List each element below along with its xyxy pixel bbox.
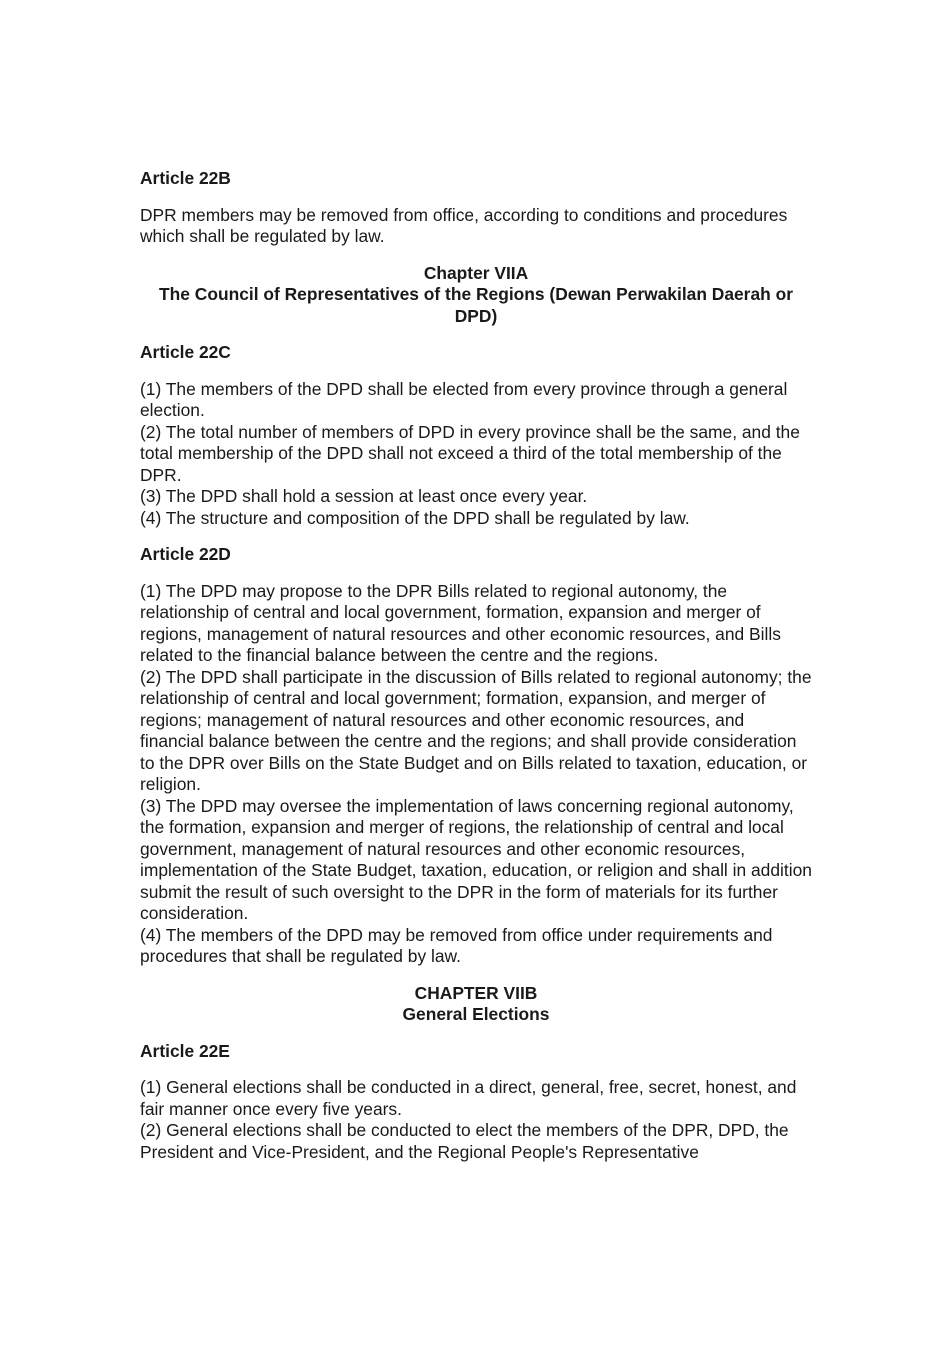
article-22d-clauses xyxy=(140,581,812,968)
article-22e-clause-2: (2) General elections shall be conducted to elect the members of the DPR, DPD, the President and Vice-President, and the Regional People's Representative xyxy=(140,1120,789,1162)
article-22c-clause-1: (1) The members of the DPD shall be elected from every province through a general election. xyxy=(140,378,788,420)
article-22d-heading: Article 22D xyxy=(140,544,231,564)
article-22d-clause-4: (4) The members of the DPD may be removed from office under requirements and procedures that shall be regulated by law. xyxy=(140,924,773,966)
article-22c-clause-4: (4) The structure and composition of the DPD shall be regulated by law. xyxy=(140,507,690,528)
chapter-viia-header xyxy=(140,263,812,328)
article-22b-heading: Article 22B xyxy=(140,168,231,188)
article-22c-heading: Article 22C xyxy=(140,342,231,362)
article-22e-heading: Article 22E xyxy=(140,1040,230,1061)
article-22c-clause-2: (2) The total number of members of DPD in every province shall be the same, and the total membership of the DPD shall not exceed a third of the total membership of the DPR. xyxy=(140,421,800,485)
article-22d-clause-2: (2) The DPD shall participate in the discussion of Bills related to regional autonomy; the relationship of central and local government; formation, expansion, and merger of regions; management of natural resources and other economic resources, and financial balance between the centre and the regions; and shall provide consideration to the DPR over Bills on the State Budget and on Bills related to taxation, education, or religion. xyxy=(140,666,812,794)
chapter-viib-title: General Elections xyxy=(402,1004,550,1024)
article-22e-clauses xyxy=(140,1077,812,1163)
chapter-viia-label: Chapter VIIA xyxy=(423,262,529,283)
article-22c-clause-3: (3) The DPD shall hold a session at least once every year. xyxy=(140,486,588,506)
chapter-viia-title: The Council of Representatives of the Regions (Dewan Perwakilan Daerah or DPD) xyxy=(159,284,793,326)
chapter-viib-label: CHAPTER VIIB xyxy=(414,982,538,1003)
document-page xyxy=(140,168,812,1163)
article-22d-clause-3: (3) The DPD may oversee the implementation of laws concerning regional autonomy, the formation, expansion and merger of regions, the relationship of central and local government, management of natural resources and other economic resources, implementation of the State Budget, taxation, education, or religion and shall in addition submit the result of such oversight to the DPR in the form of materials for its further consideration. xyxy=(140,795,812,923)
article-22d-clause-1: (1) The DPD may propose to the DPR Bills related to regional autonomy, the relationship of central and local government, formation, expansion and merger of regions, management of natural resources and other economic resources, and Bills related to the financial balance between the centre and the regions. xyxy=(140,580,781,665)
chapter-viib-header xyxy=(140,983,812,1026)
article-22b-text: DPR members may be removed from office, according to conditions and procedures which shall be regulated by law. xyxy=(140,204,788,246)
article-22e-clause-1: (1) General elections shall be conducted in a direct, general, free, secret, honest, and fair manner once every five years. xyxy=(140,1077,797,1119)
article-22c-clauses xyxy=(140,379,812,530)
